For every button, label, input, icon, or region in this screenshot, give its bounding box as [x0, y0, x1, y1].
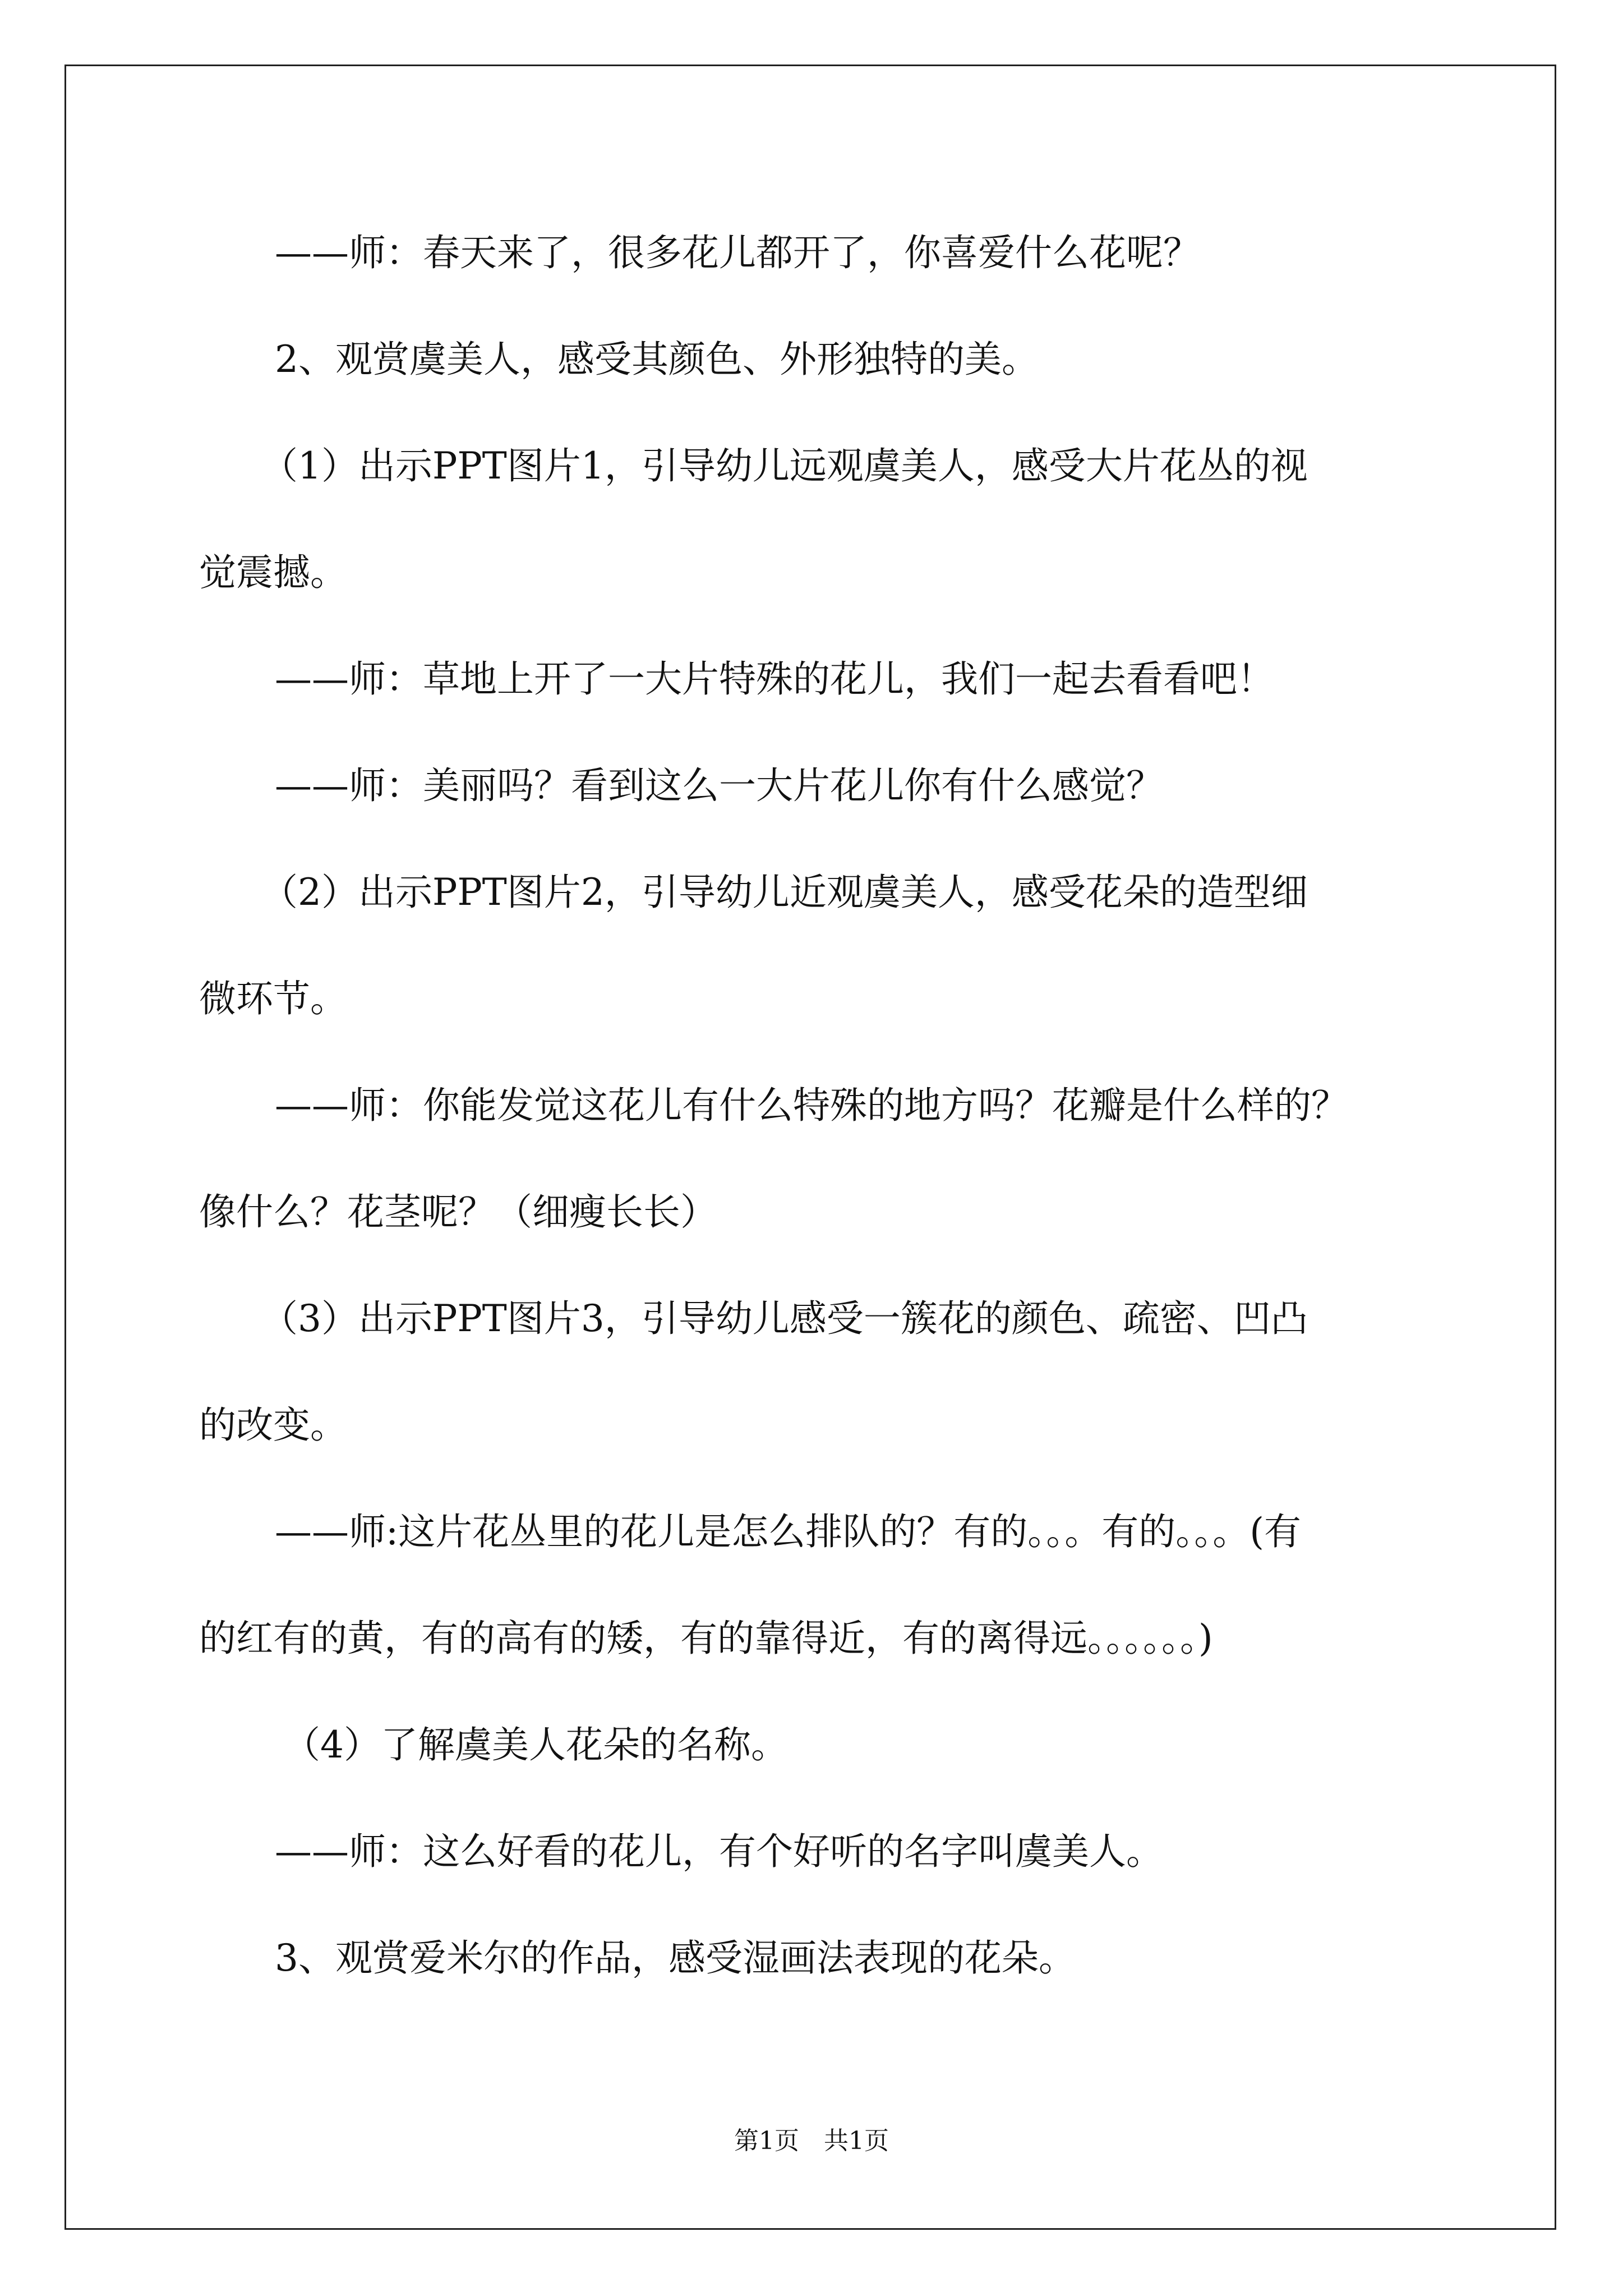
- paragraph-line-8: 微环节。: [199, 977, 347, 1020]
- paragraph-line-10: 像什么？花茎呢？（细瘦长长）: [199, 1190, 717, 1234]
- paragraph-line-12: 的改变。: [199, 1404, 347, 1447]
- paragraph-line-5: ——师：草地上开了一大片特殊的花儿，我们一起去看看吧！: [275, 657, 1274, 701]
- page-border: [64, 65, 1556, 2230]
- paragraph-line-14: 的红有的黄，有的高有的矮，有的靠得近，有的离得远。。。。。。): [199, 1617, 1213, 1660]
- paragraph-line-9: ——师：你能发觉这花儿有什么特殊的地方吗？花瓣是什么样的？: [275, 1084, 1348, 1127]
- paragraph-line-3: （1）出示PPT图片1，引导幼儿远观虞美人，感受大片花丛的视: [261, 444, 1308, 487]
- paragraph-line-17: 3、观赏爱米尔的作品，感受湿画法表现的花朵。: [275, 1936, 1076, 1980]
- paragraph-line-15: （4）了解虞美人花朵的名称。: [283, 1723, 788, 1766]
- paragraph-line-1: ——师：春天来了，很多花儿都开了，你喜爱什么花呢？: [275, 231, 1200, 274]
- paragraph-line-13: ——师:这片花丛里的花儿是怎么排队的？有的。。。有的。。。(有: [275, 1510, 1301, 1553]
- paragraph-line-2: 2、观赏虞美人，感受其颜色、外形独特的美。: [275, 338, 1039, 381]
- paragraph-line-7: （2）出示PPT图片2，引导幼儿近观虞美人，感受花朵的造型细: [261, 871, 1308, 914]
- paragraph-line-6: ——师：美丽吗？看到这么一大片花儿你有什么感觉？: [275, 764, 1163, 807]
- paragraph-line-11: （3）出示PPT图片3，引导幼儿感受一簇花的颜色、疏密、凹凸: [261, 1297, 1308, 1340]
- page-footer: 第1页 共1页: [734, 2127, 889, 2155]
- paragraph-line-4: 觉震撼。: [199, 551, 347, 594]
- paragraph-line-16: ——师：这么好看的花儿，有个好听的名字叫虞美人。: [275, 1830, 1163, 1873]
